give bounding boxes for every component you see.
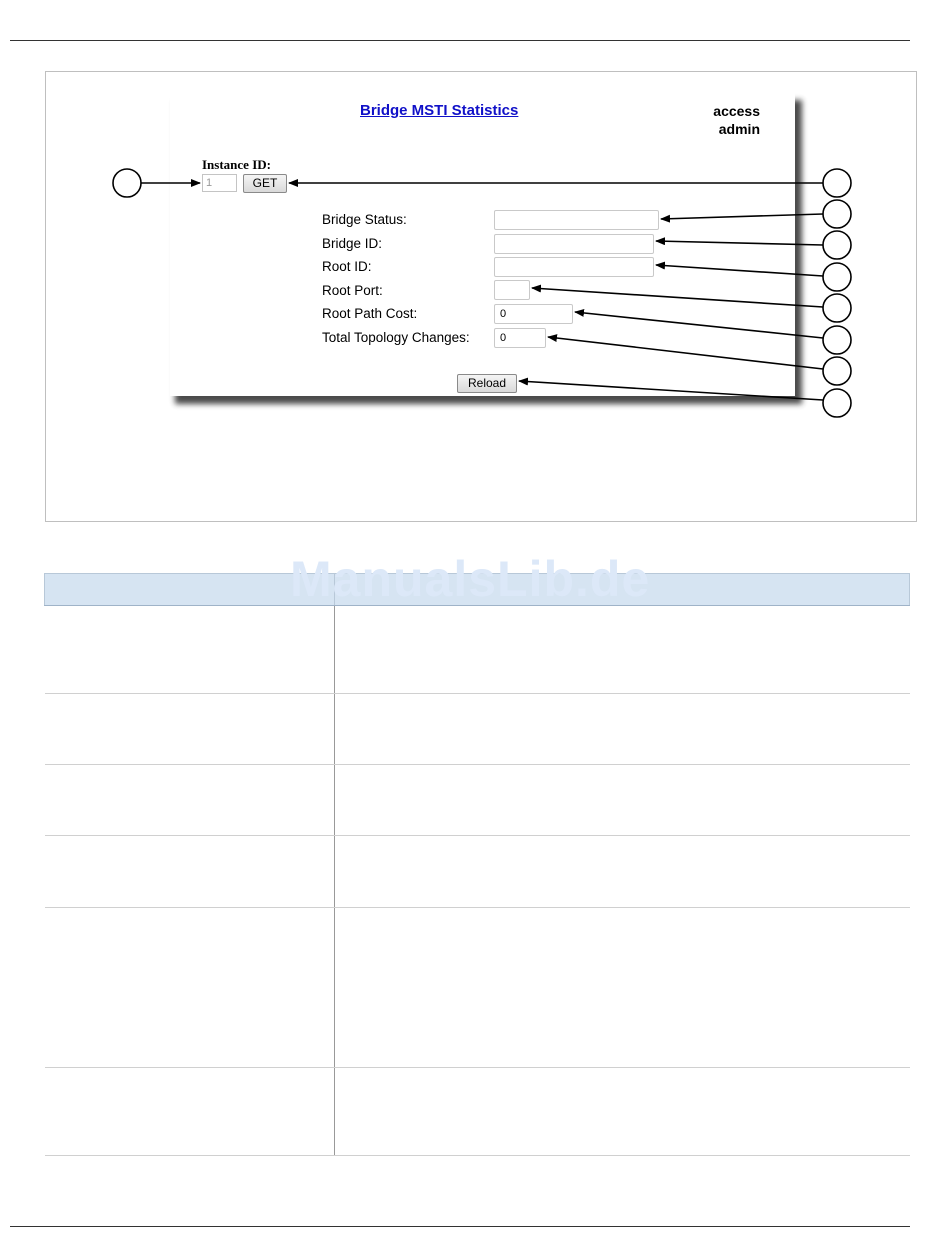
- callout-circle-6: [823, 326, 851, 354]
- callout-circle-1: [823, 169, 851, 197]
- total-topology-changes-field[interactable]: 0: [494, 328, 546, 348]
- callout-arrow-bridge-status: [661, 214, 823, 219]
- table-cell: [334, 606, 910, 694]
- bridge-status-label: Bridge Status:: [322, 212, 407, 227]
- callout-arrow-bridge-id: [656, 241, 823, 245]
- table-row: [45, 836, 910, 908]
- instance-id-input[interactable]: 1: [202, 174, 237, 192]
- callout-circle-5: [823, 294, 851, 322]
- total-topology-changes-label: Total Topology Changes:: [322, 330, 470, 345]
- callout-circle-2: [823, 200, 851, 228]
- bridge-id-label: Bridge ID:: [322, 236, 383, 251]
- table-row: [45, 765, 910, 836]
- callout-arrow-root-port: [532, 288, 823, 307]
- table-cell: [45, 765, 335, 836]
- callout-circle-4: [823, 263, 851, 291]
- access-line-1: access: [713, 103, 760, 119]
- watermark: ManualsLib.de: [290, 551, 651, 607]
- table-row: [45, 606, 910, 694]
- root-id-label: Root ID:: [322, 259, 372, 274]
- table-row: [45, 694, 910, 765]
- table-cell: [45, 908, 335, 1068]
- root-port-label: Root Port:: [322, 283, 383, 298]
- page-title[interactable]: Bridge MSTI Statistics: [360, 102, 519, 119]
- callout-circle-3: [823, 231, 851, 259]
- callout-arrow-reload: [519, 381, 823, 400]
- table-cell: [334, 836, 910, 908]
- table-cell: [45, 836, 335, 908]
- table-row: [45, 908, 910, 1068]
- table-cell: [334, 694, 910, 765]
- get-button[interactable]: GET: [243, 174, 287, 193]
- reload-button[interactable]: Reload: [457, 374, 517, 393]
- description-table: [44, 573, 910, 1156]
- callout-circle-8: [823, 389, 851, 417]
- table-cell: [334, 765, 910, 836]
- table-cell: [45, 606, 335, 694]
- access-line-2: admin: [718, 121, 760, 137]
- callout-arrow-root-path-cost: [575, 312, 823, 338]
- table-cell: [334, 1068, 910, 1156]
- callout-arrow-topology-changes: [548, 337, 823, 369]
- table-cell: [334, 908, 910, 1068]
- bottom-rule: [10, 1226, 910, 1227]
- root-path-cost-label: Root Path Cost:: [322, 306, 418, 321]
- table-row: [45, 1068, 910, 1156]
- table-cell: [45, 1068, 335, 1156]
- callout-circle-7: [823, 357, 851, 385]
- root-path-cost-field[interactable]: 0: [494, 304, 573, 324]
- callout-circle-left: [113, 169, 141, 197]
- instance-id-label: Instance ID:: [202, 157, 271, 172]
- callout-arrow-root-id: [656, 265, 823, 276]
- table-cell: [45, 694, 335, 765]
